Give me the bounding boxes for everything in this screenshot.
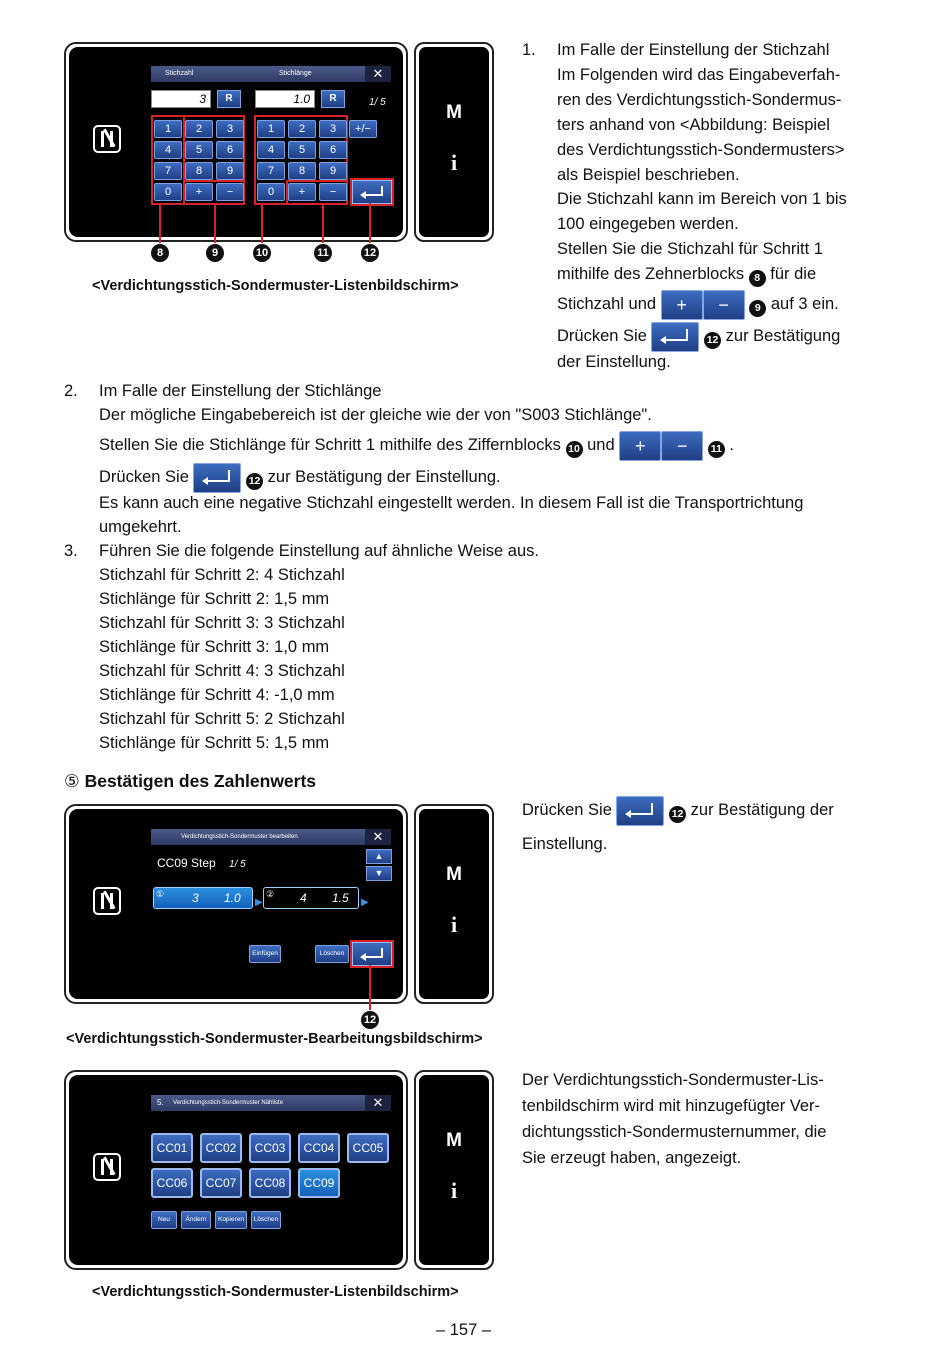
keypad-key[interactable]: − <box>319 183 347 201</box>
edit-button[interactable]: Ändern <box>181 1211 211 1229</box>
result-text-line: dichtungsstich-Sondermusternummer, die <box>522 1123 827 1141</box>
pattern-button-cc07[interactable]: CC07 <box>200 1168 242 1198</box>
callout-11: 11 <box>314 244 332 262</box>
keypad-key[interactable]: 3 <box>319 120 347 138</box>
title-bar <box>151 66 391 82</box>
step-1-line: Im Folgenden wird das Eingabeverfah- <box>557 65 841 84</box>
m-button[interactable]: M <box>446 1130 462 1151</box>
minus-key: − <box>661 431 703 461</box>
enter-key-icon <box>651 322 699 352</box>
result-text-line: Der Verdichtungsstich-Sondermuster-Lis- <box>522 1071 824 1089</box>
confirm-line-2: Einstellung. <box>522 835 608 853</box>
inline-callout-8: 8 <box>749 270 766 287</box>
callout-12: 12 <box>361 244 379 262</box>
screen-display <box>69 47 403 237</box>
keypad-key[interactable]: 9 <box>319 162 347 180</box>
step-3-item: Stichlänge für Schritt 5: 1,5 mm <box>99 734 330 752</box>
pattern-button-cc01[interactable]: CC01 <box>151 1133 193 1163</box>
close-icon[interactable]: ✕ <box>365 829 391 845</box>
figure-1-caption: <Verdichtungsstich-Sondermuster-Listenbildschirm> <box>92 278 459 294</box>
step-2-number: 2. <box>64 382 78 400</box>
keypad-key[interactable]: 4 <box>154 141 182 159</box>
step-1-line: Stellen Sie die Stichzahl für Schritt 1 <box>557 240 823 259</box>
keypad-key[interactable]: 1 <box>154 120 182 138</box>
pattern-list-screen <box>64 1070 494 1270</box>
step-1-line-10: mithilfe des Zehnerblocks 8 für die <box>557 262 816 287</box>
screen-frame <box>64 1070 408 1270</box>
entry-arrow: ▶ <box>255 897 263 908</box>
minus-key: − <box>703 290 745 320</box>
stitch-length-field[interactable]: 1.0 <box>255 90 315 108</box>
step-1-line: des Verdichtungsstich-Sondermusters> <box>557 140 845 159</box>
step-1-line: als Beispiel beschrieben. <box>557 165 740 184</box>
keypad-key[interactable]: 8 <box>288 162 316 180</box>
enter-key-icon <box>616 796 664 826</box>
info-button[interactable]: i <box>450 150 458 175</box>
screen-display <box>69 1075 403 1265</box>
step-2-line-2: Der mögliche Eingabebereich ist der gleiche wie der von "S003 Stichlänge". <box>99 406 652 424</box>
insert-button[interactable]: Einfügen <box>249 945 281 963</box>
leader-line-10 <box>261 203 263 243</box>
side-panel <box>414 42 494 242</box>
screen-frame <box>64 804 408 1004</box>
section-5-marker: ⑤ <box>64 771 80 791</box>
keypad-key[interactable]: 4 <box>257 141 285 159</box>
scroll-up-button[interactable]: ▲ <box>366 849 392 864</box>
pattern-button-cc09[interactable]: CC09 <box>298 1168 340 1198</box>
result-text-line: Sie erzeugt haben, angezeigt. <box>522 1149 742 1167</box>
scroll-down-button[interactable]: ▼ <box>366 866 392 881</box>
keypad-key[interactable]: 5 <box>288 141 316 159</box>
screen-display <box>69 809 403 999</box>
pattern-button-cc03[interactable]: CC03 <box>249 1133 291 1163</box>
keypad-key[interactable]: 6 <box>319 141 347 159</box>
step-1-line-13: der Einstellung. <box>557 353 671 371</box>
callout-box-12 <box>350 940 394 968</box>
pattern-name: CC09 Step 1/ 5 <box>157 856 246 870</box>
side-panel <box>414 1070 494 1270</box>
step-2-line-4: Drücken Sie 12 zur Bestätigung der Einstellung. <box>99 462 501 493</box>
callout-9: 9 <box>206 244 224 262</box>
title-bar <box>151 1095 391 1111</box>
confirm-line-1: Drücken Sie 12 zur Bestätigung der <box>522 795 834 826</box>
close-icon[interactable]: ✕ <box>365 1095 391 1111</box>
nfc-icon <box>93 1153 121 1181</box>
side-panel-display <box>419 809 489 999</box>
keypad-key[interactable]: 7 <box>257 162 285 180</box>
step-2-line-5: Es kann auch eine negative Stichzahl eingestellt werden. In diesem Fall ist die Transportrichtung <box>99 494 804 512</box>
pattern-button-cc08[interactable]: CC08 <box>249 1168 291 1198</box>
inline-callout-12: 12 <box>704 332 721 349</box>
step-1-line-12: Drücken Sie 12 zur Bestätigung <box>557 321 840 352</box>
step-3-item: Stichlänge für Schritt 3: 1,0 mm <box>99 638 330 656</box>
pattern-button-cc04[interactable]: CC04 <box>298 1133 340 1163</box>
length-reset-button[interactable]: R <box>321 90 345 108</box>
side-panel <box>414 804 494 1004</box>
stitch-length-title: Stichlänge <box>279 70 312 77</box>
keypad-key[interactable]: 0 <box>154 183 182 201</box>
keypad-key[interactable]: 0 <box>257 183 285 201</box>
keypad-key[interactable]: 6 <box>216 141 244 159</box>
delete-button[interactable]: Löschen <box>251 1211 281 1229</box>
step-entry-1[interactable]: ① 3 1.0 <box>153 887 253 909</box>
leader-line-9 <box>214 203 216 243</box>
screen-frame <box>64 42 408 242</box>
keypad-key[interactable]: 7 <box>154 162 182 180</box>
keypad-key[interactable]: 1 <box>257 120 285 138</box>
step-1-line: Im Falle der Einstellung der Stichzahl <box>557 41 830 59</box>
pattern-button-cc05[interactable]: CC05 <box>347 1133 389 1163</box>
step-3-number: 3. <box>64 542 78 560</box>
result-text-line: tenbildschirm wird mit hinzugefügter Ver- <box>522 1097 821 1115</box>
keypad-key[interactable]: 9 <box>216 162 244 180</box>
step-1-number: 1. <box>522 41 536 59</box>
title-bar <box>151 829 391 845</box>
entry-arrow: ▶ <box>361 897 369 908</box>
keypad-key[interactable]: 2 <box>288 120 316 138</box>
callout-12: 12 <box>361 1011 379 1029</box>
step-3-item: Stichzahl für Schritt 3: 3 Stichzahl <box>99 614 345 632</box>
step-3-intro: Führen Sie die folgende Einstellung auf ähnliche Weise aus. <box>99 542 539 560</box>
stitch-count-title: Stichzahl <box>165 70 194 77</box>
callout-box-12 <box>350 178 394 206</box>
step-2-line-1: Im Falle der Einstellung der Stichlänge <box>99 382 382 400</box>
stitch-count-input-screen <box>64 42 494 242</box>
copy-button[interactable]: Kopieren <box>215 1211 247 1229</box>
step-1-line-11: Stichzahl und + − 9 auf 3 ein. <box>557 289 839 320</box>
delete-button[interactable]: Löschen <box>315 945 349 963</box>
list-title-number: 5. <box>157 1098 164 1107</box>
close-icon[interactable]: ✕ <box>365 66 391 82</box>
step-3-item: Stichzahl für Schritt 5: 2 Stichzahl <box>99 710 345 728</box>
enter-key-icon <box>193 463 241 493</box>
plus-key: + <box>619 431 661 461</box>
keypad-key[interactable]: 5 <box>185 141 213 159</box>
inline-callout-9: 9 <box>749 300 766 317</box>
inline-callout-11: 11 <box>708 441 725 458</box>
info-button[interactable]: i <box>450 1178 458 1203</box>
step-2-line-3: Stellen Sie die Stichlänge für Schritt 1 mithilfe des Ziffernblocks 10 und + − 11 . <box>99 430 734 461</box>
pattern-button-cc02[interactable]: CC02 <box>200 1133 242 1163</box>
edit-title: Verdichtungsstich-Sondermuster bearbeiten <box>181 834 298 840</box>
callout-8: 8 <box>151 244 169 262</box>
inline-callout-10: 10 <box>566 441 583 458</box>
keypad-key[interactable]: − <box>216 183 244 201</box>
keypad-key[interactable]: 3 <box>216 120 244 138</box>
inline-callout-12: 12 <box>669 806 686 823</box>
step-entry-2[interactable]: ② 4 1.5 <box>263 887 359 909</box>
figure-2-caption: <Verdichtungsstich-Sondermuster-Bearbeitungsbildschirm> <box>66 1031 483 1047</box>
list-title: Verdichtungsstich-Sondermuster Nähliste <box>173 1100 284 1106</box>
m-button[interactable]: M <box>446 102 462 123</box>
count-reset-button[interactable]: R <box>217 90 241 108</box>
inline-callout-12: 12 <box>246 473 263 490</box>
plus-minus-key[interactable]: +/− <box>349 120 377 138</box>
step-3-item: Stichzahl für Schritt 2: 4 Stichzahl <box>99 566 345 584</box>
step-indicator: 1/ 5 <box>229 859 246 870</box>
new-button[interactable]: Neu <box>151 1211 177 1229</box>
figure-3-caption: <Verdichtungsstich-Sondermuster-Listenbildschirm> <box>92 1284 459 1300</box>
step-1-line: ren des Verdichtungsstich-Sondermus- <box>557 90 842 109</box>
stitch-count-field[interactable]: 3 <box>151 90 211 108</box>
keypad-key[interactable]: + <box>185 183 213 201</box>
step-3-item: Stichlänge für Schritt 4: -1,0 mm <box>99 686 335 704</box>
keypad-key[interactable]: + <box>288 183 316 201</box>
step-2-line-6: umgekehrt. <box>99 518 182 536</box>
page-number: – 157 – <box>436 1321 492 1339</box>
info-button[interactable]: i <box>450 912 458 937</box>
nfc-icon <box>93 887 121 915</box>
step-indicator: 1/ 5 <box>369 97 386 108</box>
section-5-heading <box>64 769 316 793</box>
step-3-item: Stichzahl für Schritt 4: 3 Stichzahl <box>99 662 345 680</box>
pattern-edit-screen <box>64 804 494 1004</box>
section-5-title: Bestätigen des Zahlenwerts <box>84 771 317 791</box>
leader-line-12 <box>369 965 371 1010</box>
plus-key: + <box>661 290 703 320</box>
leader-line-8 <box>159 203 161 243</box>
step-1-line: Die Stichzahl kann im Bereich von 1 bis <box>557 190 847 209</box>
pattern-button-cc06[interactable]: CC06 <box>151 1168 193 1198</box>
step-3-item: Stichlänge für Schritt 2: 1,5 mm <box>99 590 330 608</box>
leader-line-11 <box>322 203 324 243</box>
m-button[interactable]: M <box>446 864 462 885</box>
callout-10: 10 <box>253 244 271 262</box>
step-1-line: ters anhand von <Abbildung: Beispiel <box>557 115 830 134</box>
leader-line-12 <box>369 203 371 243</box>
keypad-key[interactable]: 8 <box>185 162 213 180</box>
side-panel-display <box>419 1075 489 1265</box>
step-1-line: 100 eingegeben werden. <box>557 215 739 234</box>
keypad-key[interactable]: 2 <box>185 120 213 138</box>
nfc-icon <box>93 125 121 153</box>
side-panel-display <box>419 47 489 237</box>
